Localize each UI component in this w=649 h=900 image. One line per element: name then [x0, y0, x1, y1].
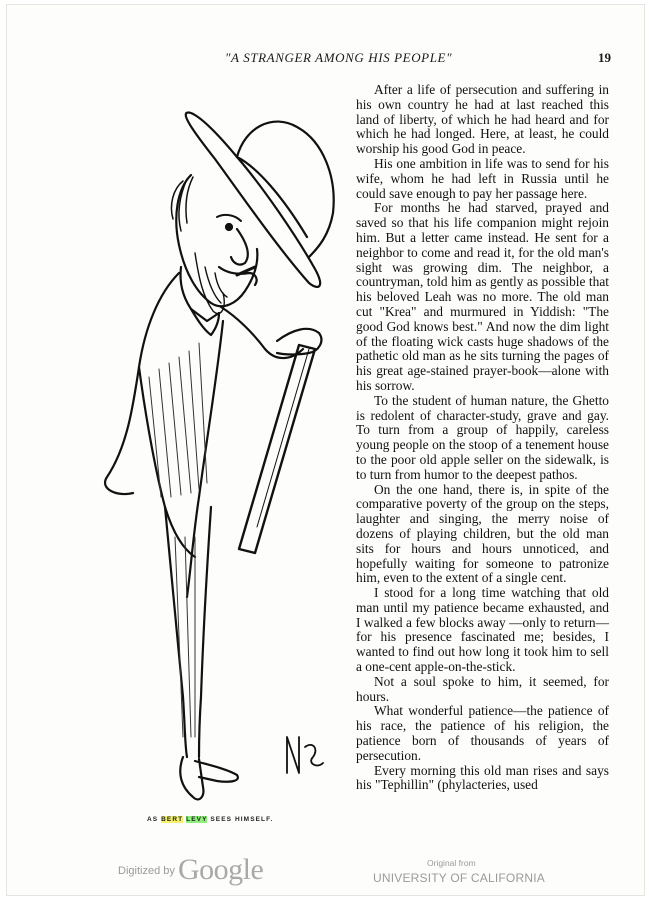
body-paragraph: To the student of human nature, the Ghetto is redolent of character-study, grave and gay. To turn from a group of happily, careless young people on the stoop of a tenement house to the poor old apple seller on the sidewalk, is to turn from humor to the deepest pathos. [356, 392, 609, 482]
original-from-label: Original from [427, 858, 476, 868]
body-paragraph: For months he had starved, prayed and saved so that his life companion might rejoin him. But a letter came instead. He sent for a neighbor to come and read it, for the old man's sight was growing dim. The neighbor, a countryman, told him as gently as possible that his beloved Leah was no more. The old man cut "Krea" and murmured in Yiddish: "The good God knows best." And now the dim light of the floating wick casts huge shadows of the pathetic old man as he sits turning the pages of his great age-stained prayer-book—alone with his sorrow. [356, 200, 609, 393]
page-number: 19 [598, 50, 611, 65]
book-page [6, 4, 645, 896]
body-paragraph: After a life of persecution and suffering in his own country he had at last reached this land of liberty, of which he had heard and for which he had longed. Here, at least, he could worship his good God in peace. [356, 82, 609, 157]
caption-prefix: AS [147, 816, 159, 823]
illustration-caption [147, 816, 273, 823]
body-paragraph: Not a soul spoke to him, it seemed, for hours. [356, 673, 609, 704]
caption-name-first-highlight: BERT [161, 816, 184, 823]
body-paragraph: On the one hand, there is, in spite of the comparative poverty of the group on the steps, laughter and singing, the merry noise of dozens of playing children, but the old man sits for hours and hours unnoticed, and hopefully waiting for someone to patronize him, even to the extent of a single cent. [356, 481, 609, 586]
self-caricature-illustration [87, 97, 347, 817]
body-paragraph: Every morning this old man rises and says his "Tephillin" (phylacteries, used [356, 762, 609, 793]
body-text-column [356, 83, 609, 793]
university-watermark: UNIVERSITY OF CALIFORNIA [373, 871, 545, 885]
body-paragraph: What wonderful patience—the patience of his race, the patience of his religion, the patience born of thousands of years of persecution. [356, 703, 609, 763]
google-watermark-logo: Google [178, 853, 264, 886]
body-paragraph: His one ambition in life was to send for his wife, whom he had left in Russia until he could save enough to pay her passage here. [356, 155, 609, 201]
body-paragraph: I stood for a long time watching that old man until my patience became exhausted, and I walked a few blocks away —only to return—for his presence fascinated me; besides, I wanted to find out how long it took him to sell a one-cent apple-on-the-stick. [356, 585, 609, 675]
caption-name-last-highlight: LEVY [186, 816, 208, 823]
caption-suffix: SEES HIMSELF. [210, 816, 274, 823]
running-head: "A STRANGER AMONG HIS PEOPLE" [225, 50, 453, 65]
digitized-by-label: Digitized by [118, 865, 175, 877]
